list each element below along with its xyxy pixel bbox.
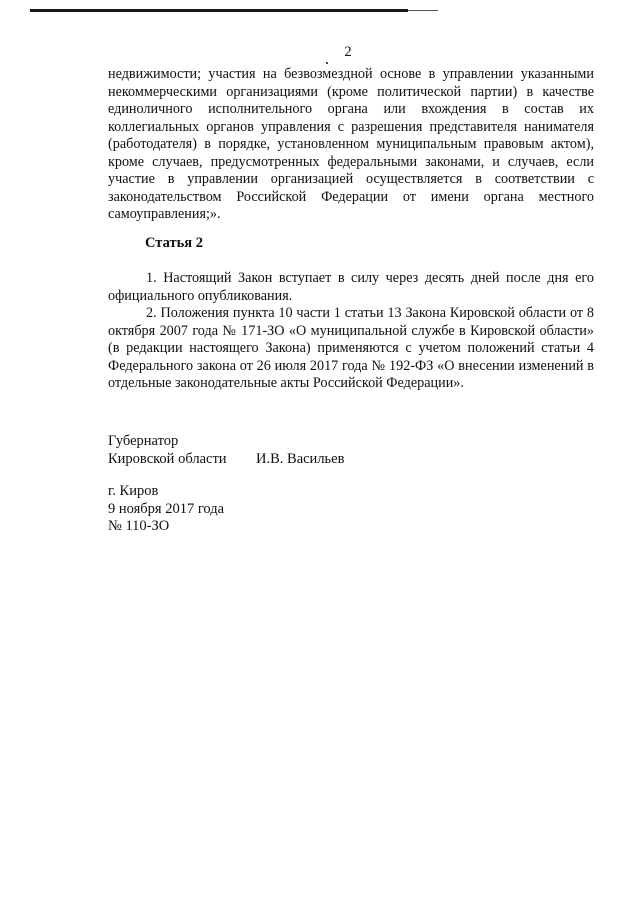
scan-edge-line-thin — [408, 10, 438, 11]
article-item-1: 1. Настоящий Закон вступает в силу через десять дней после дня его официального опубликования. — [108, 270, 594, 304]
place-date-block — [108, 483, 224, 536]
city: г. Киров — [108, 483, 159, 499]
date: 9 ноября 2017 года — [108, 500, 225, 517]
article-title: Статья 2 — [145, 235, 203, 251]
article-item-2: 2. Положения пункта 10 части 1 статьи 13 Закона Кировской области от 8 октября 2007 года № 171-ЗО «О муниципальной службе в Кировской области» (в редакции настоящего Закона) применяются с учетом положений статьи 4 Федерального закона от 26 июля 2017 года № 192-ФЗ «О внесении изменений в отдельные законодательные акты Российской Федерации». — [108, 305, 594, 391]
signature-block — [108, 433, 227, 468]
signer-position: Губернатор — [108, 433, 179, 449]
signer-name: И.В. Васильев — [256, 451, 345, 467]
signer-region: Кировской области — [108, 450, 227, 467]
paragraph-text: недвижимости; участия на безвозмездной основе в управлении указанными некоммерческими организациями (кроме политической партии) в качестве единоличного исполнительного органа или вхождения в состав их коллегиальных органов управления с разрешения представителя нанимателя (работодателя) в порядке, установленном муниципальным правовым актом), кроме случаев, предусмотренных федеральными законами, и случаев, если участие в управлении организацией осуществляется в соответствии с законодательством Российской Федерации от имени органа местного самоуправления;». — [108, 66, 594, 222]
page-number: 2 — [344, 44, 352, 60]
scan-speck — [326, 62, 328, 64]
law-number: № 110-ЗО — [108, 518, 170, 534]
article-body — [108, 270, 594, 393]
continuation-paragraph — [108, 66, 594, 224]
scan-edge-line — [30, 9, 408, 12]
